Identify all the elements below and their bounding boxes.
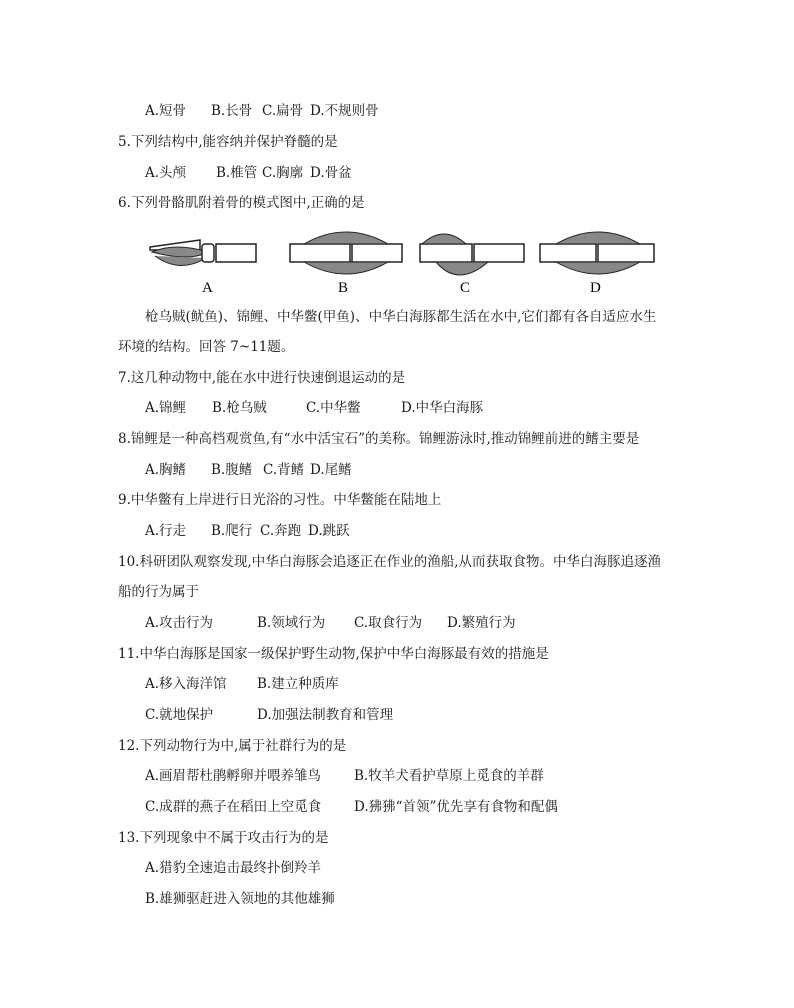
diagram-c — [420, 234, 524, 296]
q11-option-c: C.就地保护 — [145, 707, 214, 723]
q7-option-a: A.锦鲤 — [145, 400, 187, 416]
q10-stem-line-1: 10.科研团队观察发现,中华白海豚会追逐正在作业的渔船,从而获取食物。中华白海豚追逐渔 — [118, 554, 662, 570]
q13-option-a: A.猎豹全速追击最终扑倒羚羊 — [145, 860, 322, 876]
q12-option-d: D.狒狒“首领”优先享有食物和配偶 — [354, 799, 558, 815]
q8-option-a: A.胸鳍 — [145, 462, 187, 478]
q4-option-b: B.长骨 — [211, 103, 253, 119]
diagram-a — [150, 240, 256, 296]
q7-stem: 7.这几种动物中,能在水中进行快速倒退运动的是 — [118, 370, 406, 386]
q11-option-d: D.加强法制教育和管理 — [257, 707, 394, 723]
q12-option-b: B.牧羊犬看护草原上觅食的羊群 — [354, 768, 544, 784]
q10-option-d: D.繁殖行为 — [447, 615, 516, 631]
diagram-d — [540, 232, 654, 296]
q5-option-b: B.椎管 — [216, 165, 258, 181]
figure-label-c: C — [460, 280, 471, 296]
q11-stem: 11.中华白海豚是国家一级保护野生动物,保护中华白海豚最有效的措施是 — [118, 646, 549, 662]
q9-option-a: A.行走 — [145, 523, 187, 539]
q11-option-b: B.建立种质库 — [257, 676, 339, 692]
q7-option-c: C.中华鳖 — [306, 400, 361, 416]
q4-option-a: A.短骨 — [145, 103, 187, 119]
q10-option-a: A.攻击行为 — [145, 615, 214, 631]
passage-line-2: 环境的结构。回答 7~11题。 — [118, 339, 295, 355]
q8-stem: 8.锦鲤是一种高档观赏鱼,有“水中活宝石”的美称。锦鲤游泳时,推动锦鲤前进的鳍主要是 — [118, 431, 640, 447]
q8-option-c: C.背鳍 — [263, 462, 305, 478]
q12-option-c: C.成群的燕子在稻田上空觅食 — [145, 799, 322, 815]
q9-option-b: B.爬行 — [211, 523, 253, 539]
q13-stem: 13.下列现象中不属于攻击行为的是 — [118, 830, 329, 846]
q10-option-c: C.取食行为 — [354, 615, 423, 631]
q6-stem: 6.下列骨骼肌附着骨的模式图中,正确的是 — [118, 195, 365, 211]
q5-option-c: C.胸廓 — [262, 165, 304, 181]
q4-option-c: C.扁骨 — [262, 103, 304, 119]
q5-option-a: A.头颅 — [145, 165, 187, 181]
q10-option-b: B.领域行为 — [257, 615, 326, 631]
q9-stem: 9.中华鳖有上岸进行日光浴的习性。中华鳖能在陆地上 — [118, 492, 442, 508]
q13-option-b: B.雄狮驱赶进入领地的其他雄狮 — [145, 891, 335, 907]
q11-option-a: A.移入海洋馆 — [145, 676, 227, 692]
q8-option-b: B.腹鳍 — [211, 462, 253, 478]
q9-option-c: C.奔跑 — [260, 523, 302, 539]
q12-stem: 12.下列动物行为中,属于社群行为的是 — [118, 738, 347, 754]
figure-label-a: A — [202, 280, 213, 296]
q8-option-d: D.尾鳍 — [310, 462, 352, 478]
figure-label-b: B — [338, 280, 349, 296]
q12-option-a: A.画眉帮杜鹃孵卵并喂养雏鸟 — [145, 768, 322, 784]
q7-option-d: D.中华白海豚 — [401, 400, 484, 416]
q9-option-d: D.跳跃 — [308, 523, 350, 539]
q4-option-d: D.不规则骨 — [310, 103, 379, 119]
muscle-attachment-figure — [140, 222, 660, 298]
passage-line-1: 枪乌贼(鱿鱼)、锦鲤、中华鳖(甲鱼)、中华白海豚都生活在水中,它们都有各自适应水生 — [145, 309, 657, 325]
q5-option-d: D.骨盆 — [310, 165, 352, 181]
diagram-b — [290, 232, 402, 296]
q7-option-b: B.枪乌贼 — [212, 400, 267, 416]
q10-stem-line-2: 船的行为属于 — [118, 584, 199, 600]
figure-label-d: D — [590, 280, 601, 296]
q5-stem: 5.下列结构中,能容纳并保护脊髓的是 — [118, 134, 338, 150]
